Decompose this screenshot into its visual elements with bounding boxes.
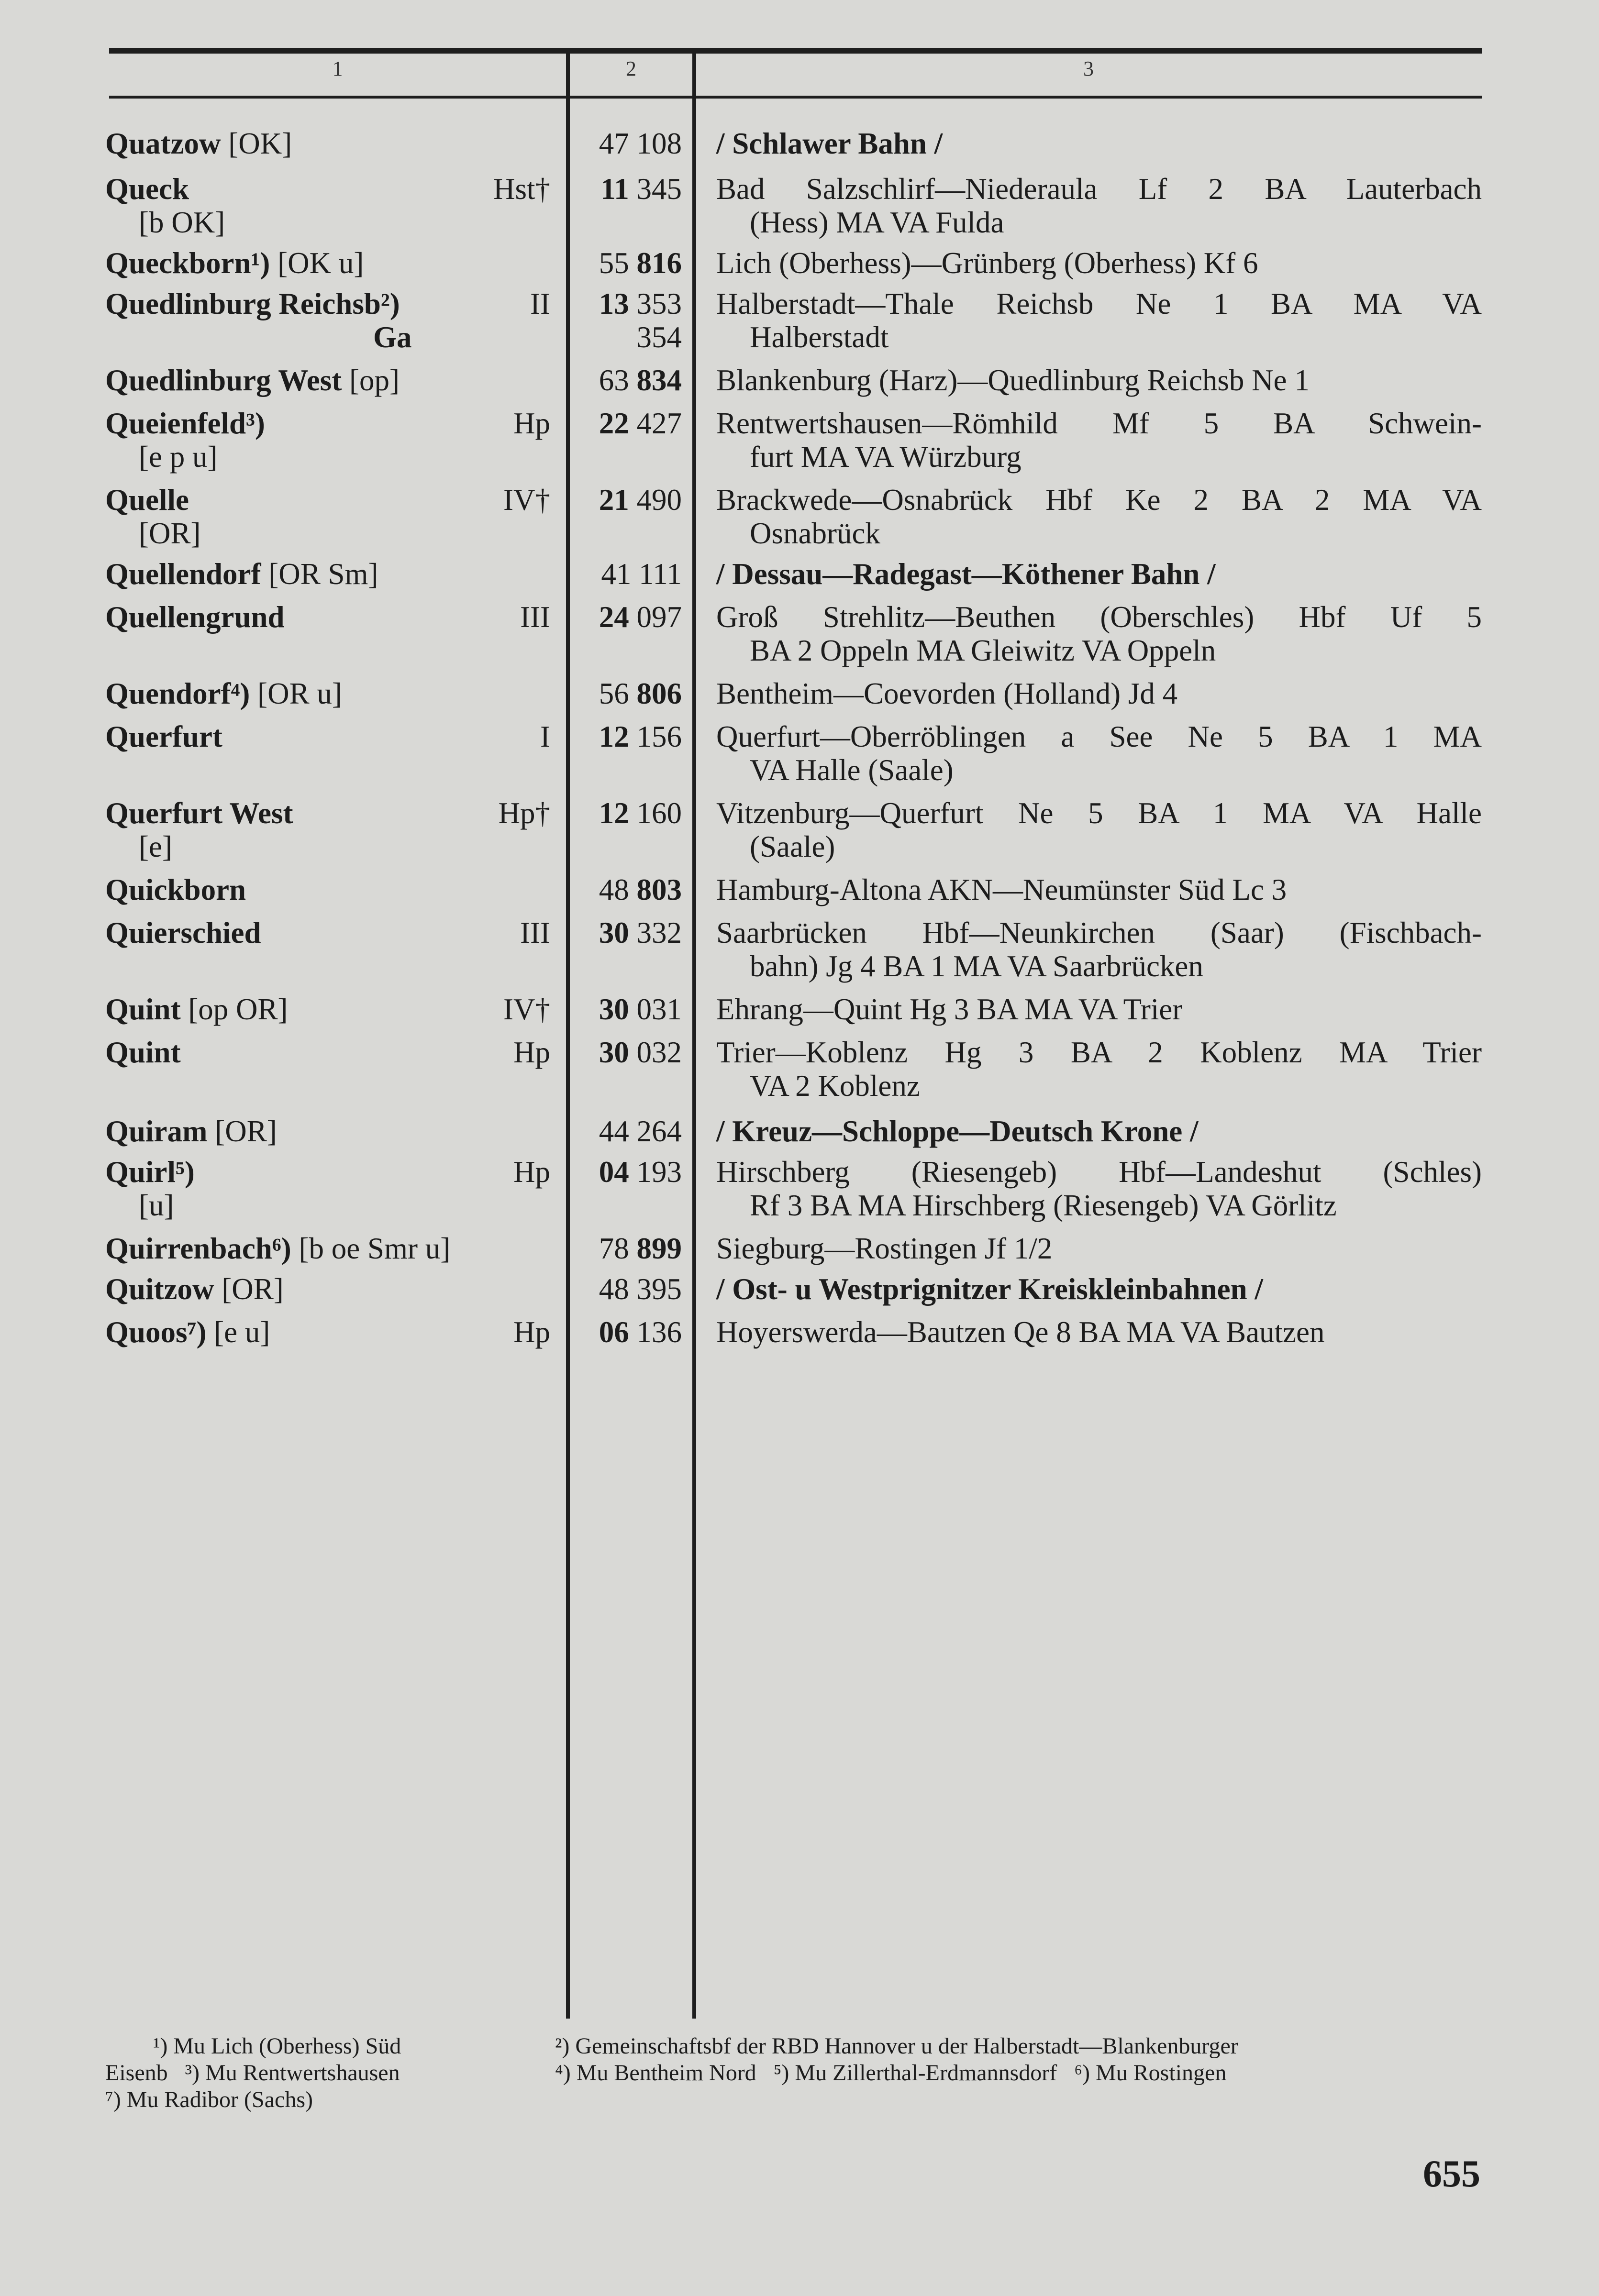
number-bold: 834: [636, 364, 682, 397]
station-name: Quatzow: [105, 127, 221, 160]
number-cell: [572, 557, 682, 591]
route-line-2: Rf 3 BA MA Hirschberg (Riesengeb) VA Görlitz: [750, 1189, 1337, 1222]
number-prefix: 48: [599, 873, 629, 906]
station-name: Queckborn¹): [105, 246, 270, 280]
station-cell: [105, 483, 565, 550]
route-line-1: Groß Strehlitz—Beuthen (Oberschles) Hbf Uf 5: [716, 600, 1482, 634]
route-description: [716, 172, 1482, 239]
route-line-1: Saarbrücken Hbf—Neunkirchen (Saar) (Fischbach-: [716, 916, 1482, 949]
station-cell: [105, 1315, 565, 1349]
station-type: I: [540, 720, 550, 753]
number-suffix: 156: [636, 720, 682, 753]
route-line-1: Vitzenburg—Querfurt Ne 5 BA 1 MA VA Halle: [716, 796, 1482, 830]
station-cell: [105, 1115, 565, 1148]
station-code: [op OR]: [180, 993, 288, 1026]
number-bold: 30: [599, 1036, 629, 1069]
station-name: Quierschied: [105, 916, 261, 949]
station-name: Quirl⁵): [105, 1155, 195, 1189]
station-name: Queienfeld³): [105, 407, 265, 440]
route-description: [716, 600, 1482, 667]
footnote-7: ⁷) Mu Radibor (Sachs): [105, 2087, 313, 2112]
station-type: IV†: [503, 483, 550, 517]
route-line-1: Hirschberg (Riesengeb) Hbf—Landeshut (Schles): [716, 1155, 1482, 1189]
number-cell: [572, 407, 682, 440]
number-cell: [572, 246, 682, 280]
route-line-2: furt MA VA Würzburg: [750, 440, 1022, 474]
number-value: 48 395: [599, 1272, 682, 1306]
number-bold: 12: [599, 796, 629, 830]
number-bold: 30: [599, 993, 629, 1026]
number-suffix: 032: [636, 1036, 682, 1069]
number-suffix: 193: [636, 1155, 682, 1189]
number-value: 47 108: [599, 127, 682, 160]
station-code: [b oe Smr u]: [291, 1232, 451, 1265]
header-rule: [109, 96, 1482, 99]
number-secondary: 354: [636, 320, 682, 354]
station-name: Quint: [105, 1036, 181, 1069]
route-line-1: / Ost- u Westprignitzer Kreiskleinbahnen /: [716, 1272, 1263, 1306]
route-description: [716, 677, 1482, 710]
station-name: Queck: [105, 172, 189, 206]
number-bold: 30: [599, 916, 629, 949]
number-prefix: 78: [599, 1232, 629, 1265]
number-cell: [572, 916, 682, 949]
number-cell: [572, 287, 682, 354]
station-cell: [105, 407, 565, 474]
number-cell: [572, 677, 682, 710]
station-code: [OK u]: [270, 246, 364, 280]
number-value: 41 111: [601, 557, 682, 591]
station-sub: [e]: [139, 830, 172, 863]
route-line-1: Bentheim—Coevorden (Holland) Jd 4: [716, 677, 1178, 710]
station-cell: [105, 873, 565, 906]
station-type: Hp: [513, 1155, 550, 1189]
number-bold: 12: [599, 720, 629, 753]
number-cell: [572, 600, 682, 634]
route-line-1: Siegburg—Rostingen Jf 1/2: [716, 1232, 1053, 1265]
station-sub: [e p u]: [139, 440, 218, 474]
station-type: II: [530, 287, 550, 320]
station-cell: [105, 720, 565, 753]
station-name: Quellendorf: [105, 557, 261, 591]
route-line-1: Ehrang—Quint Hg 3 BA MA VA Trier: [716, 993, 1183, 1026]
route-line-2: VA Halle (Saale): [750, 753, 954, 787]
route-line-2: (Hess) MA VA Fulda: [750, 206, 1004, 239]
station-type: Hp†: [498, 796, 550, 830]
route-line-1: Rentwertshausen—Römhild Mf 5 BA Schwein-: [716, 407, 1482, 440]
number-cell: [572, 1232, 682, 1265]
station-code: [OK]: [221, 127, 292, 160]
number-prefix: 55: [599, 246, 629, 280]
number-cell: [572, 1155, 682, 1189]
number-bold: 04: [599, 1155, 629, 1189]
station-sub: [OR]: [139, 517, 201, 550]
number-suffix: 136: [636, 1315, 682, 1349]
column-header-2: 2: [626, 57, 636, 80]
number-bold: 806: [636, 677, 682, 710]
number-bold: 21: [599, 483, 629, 517]
station-cell: [105, 993, 565, 1026]
station-type: III: [520, 916, 550, 949]
number-bold: 816: [636, 246, 682, 280]
route-line-2: Halberstadt: [750, 320, 889, 354]
station-type: IV†: [503, 993, 550, 1026]
route-description: [716, 993, 1482, 1026]
route-description: [716, 407, 1482, 474]
station-code: [e u]: [206, 1315, 270, 1349]
column-header-1: 1: [332, 57, 343, 80]
station-cell: [105, 287, 565, 354]
route-description: [716, 1036, 1482, 1103]
station-code: [op]: [342, 364, 400, 397]
page-number: 655: [1423, 2153, 1480, 2195]
route-line-1: Blankenburg (Harz)—Quedlinburg Reichsb Ne 1: [716, 364, 1310, 397]
number-prefix: 56: [599, 677, 629, 710]
route-line-1: Querfurt—Oberröblingen a See Ne 5 BA 1 MA: [716, 720, 1482, 753]
station-code: [OR]: [207, 1115, 277, 1148]
footnote-5: ⁵) Mu Zillerthal-Erdmannsdorf: [773, 2060, 1057, 2086]
number-cell: [572, 1036, 682, 1069]
footnote-2: ²) Gemeinschaftsbf der RBD Hannover u der Halberstadt—Blankenburger: [555, 2033, 1238, 2059]
number-cell: [572, 172, 682, 206]
number-suffix: 427: [636, 407, 682, 440]
station-name: Quelle: [105, 483, 189, 517]
number-bold: 13: [599, 287, 629, 320]
route-line-2: (Saale): [750, 830, 835, 863]
number-suffix: 160: [636, 796, 682, 830]
route-line-1: Bad Salzschlirf—Niederaula Lf 2 BA Lauterbach: [716, 172, 1482, 206]
top-rule: [109, 48, 1482, 54]
route-line-1: Halberstadt—Thale Reichsb Ne 1 BA MA VA: [716, 287, 1482, 320]
footnote-3: ³) Mu Rentwertshausen: [185, 2060, 400, 2086]
station-name: Quint: [105, 993, 181, 1026]
footnote-4: ⁴) Mu Bentheim Nord: [555, 2060, 756, 2086]
route-description: [716, 1272, 1482, 1306]
route-line-1: / Kreuz—Schloppe—Deutsch Krone /: [716, 1115, 1199, 1148]
number-cell: [572, 1315, 682, 1349]
station-name: Quickborn: [105, 873, 246, 906]
station-cell: [105, 364, 565, 397]
station-type: Hp: [513, 1036, 550, 1069]
route-description: [716, 1232, 1482, 1265]
station-name: Quitzow: [105, 1272, 214, 1306]
number-suffix: 353: [636, 287, 682, 320]
number-bold: 803: [636, 873, 682, 906]
station-cell: [105, 916, 565, 949]
route-description: [716, 720, 1482, 787]
station-name: Quedlinburg West: [105, 364, 342, 397]
station-name: Quoos⁷): [105, 1315, 207, 1349]
route-line-1: Hamburg-Altona AKN—Neumünster Süd Lc 3: [716, 873, 1287, 906]
station-cell: [105, 557, 565, 591]
footnote-2-cont: Eisenb ³) Mu Rentwertshausen: [105, 2060, 400, 2086]
column-header-3: 3: [1083, 57, 1094, 80]
route-line-2: Osnabrück: [750, 517, 880, 550]
column-divider-1: [566, 53, 570, 2019]
route-description: [716, 796, 1482, 863]
station-sub: [u]: [139, 1189, 174, 1222]
station-type: III: [520, 600, 550, 634]
number-cell: [572, 364, 682, 397]
route-line-1: Trier—Koblenz Hg 3 BA 2 Koblenz MA Trier: [716, 1036, 1482, 1069]
route-description: [716, 557, 1482, 591]
station-cell: [105, 172, 565, 239]
route-line-1: Brackwede—Osnabrück Hbf Ke 2 BA 2 MA VA: [716, 483, 1482, 517]
route-line-2: BA 2 Oppeln MA Gleiwitz VA Oppeln: [750, 634, 1216, 667]
station-cell: [105, 1272, 565, 1306]
route-line-1: Lich (Oberhess)—Grünberg (Oberhess) Kf 6: [716, 246, 1258, 280]
station-sub: [b OK]: [139, 206, 225, 239]
footnote-6: ⁶) Mu Rostingen: [1074, 2060, 1227, 2086]
number-value: 44 264: [599, 1115, 682, 1148]
route-description: [716, 246, 1482, 280]
station-name: Quendorf⁴): [105, 677, 250, 710]
number-suffix: 031: [636, 993, 682, 1026]
station-code: [OR u]: [250, 677, 342, 710]
station-name: Quedlinburg Reichsb²): [105, 287, 400, 320]
number-bold: 22: [599, 407, 629, 440]
route-description: [716, 287, 1482, 354]
route-line-1: Hoyerswerda—Bautzen Qe 8 BA MA VA Bautzen: [716, 1315, 1325, 1349]
route-line-2: bahn) Jg 4 BA 1 MA VA Saarbrücken: [750, 949, 1203, 983]
station-cell: [105, 246, 565, 280]
number-cell: [572, 796, 682, 830]
station-name: Quirrenbach⁶): [105, 1232, 291, 1265]
route-line-1: / Schlawer Bahn /: [716, 127, 943, 160]
station-cell: [105, 600, 565, 634]
number-cell: [572, 720, 682, 753]
route-description: [716, 1115, 1482, 1148]
station-name: Quiram: [105, 1115, 208, 1148]
station-cell: [105, 796, 565, 863]
station-cell: [105, 677, 565, 710]
station-sub: Ga: [373, 320, 412, 354]
route-description: [716, 1315, 1482, 1349]
number-suffix: 097: [636, 600, 682, 634]
route-line-2: VA 2 Koblenz: [750, 1069, 920, 1103]
route-description: [716, 483, 1482, 550]
number-prefix: 63: [599, 364, 629, 397]
number-suffix: 332: [636, 916, 682, 949]
station-cell: [105, 1036, 565, 1069]
station-name: Querfurt West: [105, 796, 293, 830]
number-cell: [572, 483, 682, 517]
number-bold: 06: [599, 1315, 629, 1349]
route-description: [716, 916, 1482, 983]
number-bold: 11: [600, 172, 629, 206]
number-cell: [572, 127, 682, 160]
number-cell: [572, 1272, 682, 1306]
station-type: Hp: [513, 407, 550, 440]
station-code: [OR]: [214, 1272, 284, 1306]
route-description: [716, 1155, 1482, 1222]
column-divider-2: [692, 53, 696, 2019]
footnote-4-6: [555, 2060, 1483, 2086]
number-suffix: 345: [636, 172, 682, 206]
number-cell: [572, 1115, 682, 1148]
station-name: Quellengrund: [105, 600, 285, 634]
route-description: [716, 873, 1482, 906]
route-line-1: / Dessau—Radegast—Köthener Bahn /: [716, 557, 1216, 591]
route-description: [716, 127, 1482, 160]
station-type: Hst†: [493, 172, 550, 206]
number-bold: 899: [636, 1232, 682, 1265]
station-name: Querfurt: [105, 720, 222, 753]
station-cell: [105, 127, 565, 160]
station-code: [OR Sm]: [261, 557, 378, 591]
number-cell: [572, 993, 682, 1026]
footnote-1: ¹) Mu Lich (Oberhess) Süd: [153, 2033, 401, 2059]
station-cell: [105, 1232, 565, 1265]
number-cell: [572, 873, 682, 906]
station-type: Hp: [513, 1315, 550, 1349]
number-bold: 24: [599, 600, 629, 634]
route-description: [716, 364, 1482, 397]
station-cell: [105, 1155, 565, 1222]
number-suffix: 490: [636, 483, 682, 517]
